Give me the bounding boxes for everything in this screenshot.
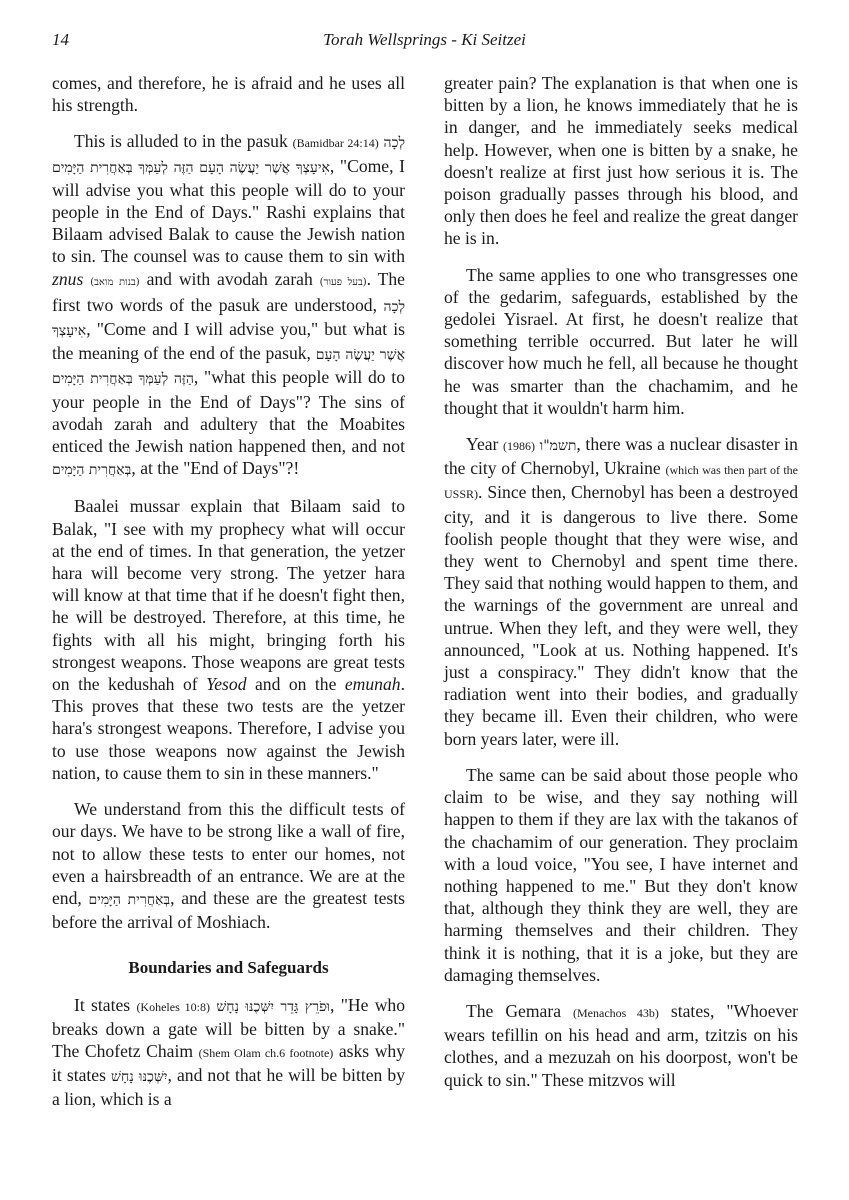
paragraph (52, 798, 405, 933)
hebrew-quote: יִשְּׁכֶנּוּ נָחָשׁ (111, 1069, 168, 1086)
text-run: , and these are the greatest tests before the arrival of Moshiach. (52, 887, 406, 933)
italic-term: znus (52, 268, 84, 289)
hebrew-quote: וּפֹרֵץ גָּדֵר יִשְּׁכֶנּוּ נָחָשׁ (216, 998, 330, 1015)
text-run: , "Come and I will advise you," but what is the meaning of the end of the pasuk, (52, 319, 405, 364)
source-citation: (Koheles 10:8) (136, 999, 210, 1014)
left-column (52, 72, 405, 1125)
text-run: and with avodah zarah (139, 268, 320, 289)
text-run: This is alluded to in the pasuk (74, 131, 293, 152)
paragraph: The same applies to one who transgresses one of the gedarim, safeguards, established by the gedolei Yisrael. At first, he doesn't realize that something terrible occurred. But later he will discover how much he fell, all because he thought he was smarter than the chachamim, and he thought that it wouldn't harm him. (444, 264, 798, 418)
source-citation: (1986) (503, 439, 536, 454)
italic-term: emunah (344, 674, 401, 695)
page-number: 14 (52, 30, 69, 49)
hebrew-quote: לְכָה אִיעָצְךָ (52, 298, 405, 340)
text-run: , there was a nuclear disaster in the city of Chernobyl, Ukraine (444, 434, 798, 479)
text-run: . This proves that these two tests are the yetzer hara's strongest weapons. Therefore, I advise you to use those weapons now against the Jewish nation, to cause them to sin in these manners." (52, 674, 405, 783)
text-run: , "Come, I will advise you what this people will do to your people in the End of Days." Rashi explains that Bilaam advised Balak to cause the Jewish nation to sin. The counsel was to cause them to sin with (52, 155, 405, 267)
hebrew-quote: בְּאַחֲרִית הַיָּמִים (52, 462, 132, 479)
text-run: , at the "End of Days"?! (131, 458, 300, 479)
text-run: , and not that he will be bitten by a lion, which is a (52, 1065, 405, 1110)
text-run: , "He who breaks down a gate will be bitten by a snake." The Chofetz Chaim (52, 994, 405, 1061)
text-run: The Gemara (466, 1000, 573, 1021)
running-title: Torah Wellsprings - Ki Seitzei (323, 30, 526, 49)
hebrew-note: (בעל פעור) (319, 276, 367, 288)
text-run: , "what this people will do to your people in the End of Days"? The sins of avodah zarah and adultery that the Moabites enticed the Jewish nation happened then, and not (52, 367, 405, 457)
paragraph (52, 130, 405, 481)
text-run: We understand from this the difficult tests of our days. We have to be strong like a wall of fire, not to allow these tests to enter our homes, not even a hairsbreadth of an entrance. We are at the end, (52, 799, 405, 908)
paragraph (444, 1000, 798, 1091)
text-run: . The first two words of the pasuk are understood, (52, 268, 405, 315)
page-header (0, 30, 849, 58)
text-run: states, "Whoever wears tefillin on his head and arm, tzitzis on his clothes, and a mezuzah on his doorpost, won't be quick to sin." These mitzvos will (444, 1000, 799, 1090)
right-column (444, 72, 798, 1105)
text-run: . Since then, Chernobyl has been a destroyed city, and it is dangerous to live there. Some foolish people thought that they were wise, and they went to Chernobyl and spent time there. They said that nothing would happen to them, and the warnings of the government are unreal and untrue. When they left, and they were well, they announced, "Look at us. Nothing happened. It's just a conspiracy." They didn't know that the radiation went into their bodies, and gradually they became ill. Even their children, who were born years later, were ill. (444, 482, 798, 749)
hebrew-year: תשמ"ו (539, 438, 577, 455)
hebrew-quote: לְכָה אִיעָצְךָ אֲשֶׁר יַעֲשֶׂה הָעָם הַזֶּה לְעַמְּךָ בְּאַחֲרִית הַיָּמִים (52, 135, 405, 176)
hebrew-quote: בְּאַחֲרִית הַיָּמִים (88, 891, 171, 908)
paragraph (444, 433, 798, 750)
source-citation: (which was then part of the USSR) (444, 463, 798, 502)
text-run: asks why it states (52, 1040, 405, 1086)
section-heading: Boundaries and Safeguards (128, 958, 329, 978)
text-run: Year (466, 434, 504, 455)
text-run: It states (74, 994, 137, 1015)
paragraph (52, 994, 405, 1111)
paragraph: comes, and therefore, he is afraid and he uses all his strength. (52, 73, 405, 116)
paragraph (52, 495, 405, 784)
paragraph: The same can be said about those people who claim to be wise, and they say nothing will happen to them if they are lax with the takanos of the chachamim of our generation. They proclaim with a loud voice, "You see, I have internet and nothing happened to me." But they don't know that, although they think they are well, they are harming themselves and their children. They think it is nothing, that it is a joke, but they are damaging themselves. (444, 764, 798, 985)
source-citation: (Shem Olam ch.6 footnote) (198, 1045, 334, 1060)
text-run: and on the (246, 674, 345, 695)
source-citation: (Bamidbar 24:14) (292, 136, 379, 151)
paragraph: greater pain? The explanation is that when one is bitten by a lion, he knows immediately that he is in danger, and he immediately seeks medical help. However, when one is bitten by a snake, he doesn't realize at first just how serious it is. The poison gradually passes through his blood, and only then does he feel and realize the great danger he is in. (444, 73, 798, 249)
italic-term: Yesod (206, 674, 247, 695)
source-citation: (Menachos 43b) (573, 1005, 659, 1020)
hebrew-note: (בנות מואב) (90, 276, 140, 288)
hebrew-quote: אֲשֶׁר יַעֲשֶׂה הָעָם הַזֶּה לְעַמְּךָ בְּאַחֲרִית הַיָּמִים (52, 347, 405, 388)
text-run: Baalei mussar explain that Bilaam said to Balak, "I see with my prophecy what will occur at the end of times. In that generation, the yetzer hara will become very strong. The yetzer hara will know at that time that if he doesn't fight then, he will be destroyed. Therefore, at this time, he fights with all his might, bringing forth his strongest weapons. Those weapons are great tests on the kedushah of (52, 496, 405, 695)
